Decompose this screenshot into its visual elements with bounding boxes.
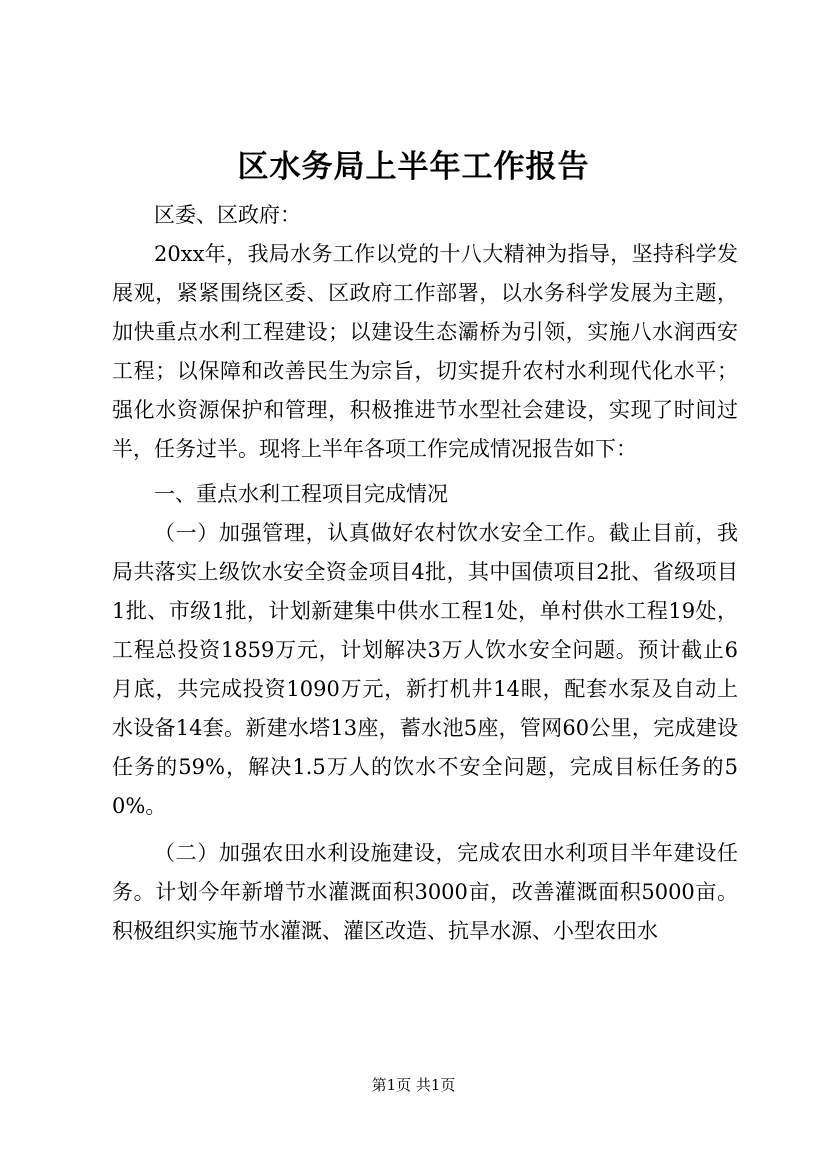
document-title: 区水务局上半年工作报告 — [237, 149, 590, 185]
document-body — [112, 196, 738, 951]
paragraph-drinking-water: （一）加强管理，认真做好农村饮水安全工作。截止目前，我局共落实上级饮水安全资金项目4批，其中国债项目2批、省级项目1批、市级1批，计划新建集中供水工程1处，单村供水工程19处，工程总投资1859万元，计划解决3万人饮水安全问题。预计截止6月底，共完成投资1090万元，新打机井14眼，配套水泵及自动上水设备14套。新建水塔13座，蓄水池5座，管网60公里，完成建设任务的59%，解决1.5万人的饮水不安全问题，完成目标任务的50%。 — [112, 521, 738, 818]
salutation: 区委、区政府： — [154, 203, 301, 227]
page-number: 第1页 共1页 — [371, 1076, 456, 1094]
paragraph-farmland-irrigation: （二）加强农田水利设施建设，完成农田水利项目半年建设任务。计划今年新增节水灌溉面积3000亩，改善灌溉面积5000亩。积极组织实施节水灌溉、灌区改造、抗旱水源、小型农田水 — [112, 841, 738, 943]
section-heading: 一、重点水利工程项目完成情况 — [154, 482, 448, 506]
paragraph-intro: 20xx年，我局水务工作以党的十八大精神为指导，坚持科学发展观，紧紧围绕区委、区政府工作部署，以水务科学发展为主题，加快重点水利工程建设；以建设生态灞桥为引领，实施八水润西安工程；以保障和改善民生为宗旨，切实提升农村水利现代化水平；强化水资源保护和管理，积极推进节水型社会建设，实现了时间过半，任务过半。现将上半年各项工作完成情况报告如下： — [112, 242, 738, 461]
